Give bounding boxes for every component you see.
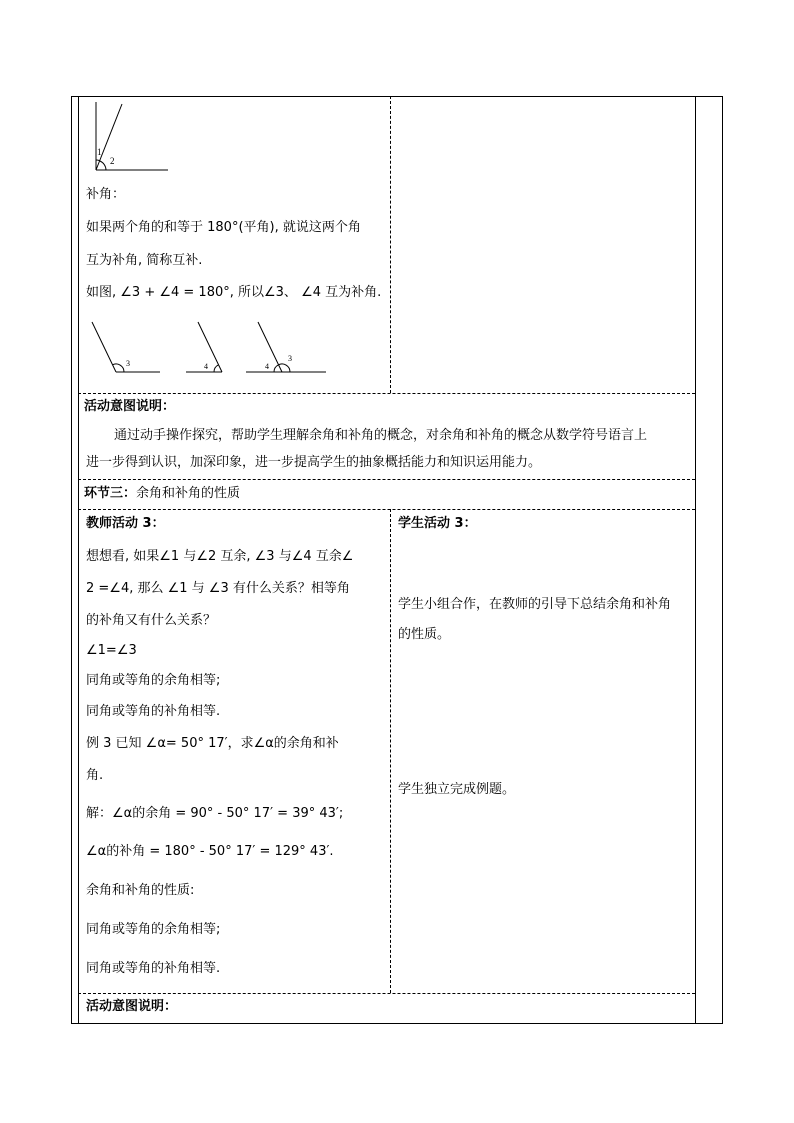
teacher-line-4: ∠1=∠3 [86,643,137,658]
intent-heading-1: 活动意图说明： [84,399,176,414]
column-divider-bottom [390,509,391,993]
row-divider-1 [78,393,695,394]
table-inner-right-border [695,96,696,1024]
teacher-line-3: 的补角又有什么关系？ [86,613,217,628]
combined-angle-3-label: 3 [288,354,292,363]
angle-1-label: 1 [97,147,102,157]
angle-4-label: 4 [204,362,208,371]
student-activity-heading: 学生活动 3： [398,516,477,531]
supplementary-angle-figure [86,318,332,378]
teacher-line-5: 同角或等角的余角相等; [86,673,221,688]
teacher-activity-heading: 教师活动 3： [86,516,165,531]
table-left-border [71,96,72,1024]
table-bottom-border [71,1023,723,1024]
row-divider-2 [78,479,695,480]
combined-angle-4-label: 4 [265,362,269,371]
table-right-border [722,96,723,1024]
definition-line-1: 如果两个角的和等于 180°(平角), 就说这两个角 [86,220,361,235]
angle-3-label: 3 [126,359,130,368]
angle-2-label: 2 [110,156,115,166]
teacher-line-1: 想想看, 如果∠1 与∠2 互余, ∠3 与∠4 互余∠ [86,549,354,564]
intent-line-1: 通过动手操作探究，帮助学生理解余角和补角的概念，对余角和补角的概念从数学符号语言上 [114,428,648,443]
definition-line-2: 互为补角, 简称互补. [86,253,203,268]
teacher-line-10: ∠α的补角 = 180° - 50° 17′ = 129° 43′. [86,844,334,859]
complementary-angle-figure [88,100,172,174]
teacher-line-8: 角. [86,768,104,783]
student-line-2: 的性质。 [398,627,451,642]
student-line-3: 学生独立完成例题。 [398,782,516,797]
teacher-line-11: 余角和补角的性质: [86,883,195,898]
teacher-line-2: 2 =∠4, 那么 ∠1 与 ∠3 有什么关系？相等角 [86,581,350,596]
supplementary-heading: 补角： [86,187,126,202]
teacher-line-12: 同角或等角的余角相等; [86,922,221,937]
column-divider-top [390,96,391,393]
stage-3-label: 环节三： [84,486,137,501]
example-line: 如图, ∠3 + ∠4 = 180°, 所以∠3、 ∠4 互为补角. [86,285,382,300]
row-divider-3 [78,509,695,510]
student-line-1: 学生小组合作，在教师的引导下总结余角和补角 [398,597,672,612]
teacher-line-13: 同角或等角的补角相等. [86,961,221,976]
intent-line-2: 进一步得到认识，加深印象，进一步提高学生的抽象概括能力和知识运用能力。 [86,455,542,470]
stage-3-title: 余角和补角的性质 [136,486,241,501]
teacher-line-6: 同角或等角的补角相等. [86,704,221,719]
table-inner-left-border [78,96,79,1024]
teacher-line-9: 解：∠α的余角 = 90° - 50° 17′ = 39° 43′; [86,806,344,821]
row-divider-4 [78,993,695,994]
intent-heading-2: 活动意图说明： [86,999,178,1014]
stage-3-heading [84,485,240,503]
teacher-line-7: 例 3 已知 ∠α= 50° 17′，求∠α的余角和补 [86,736,339,751]
table-top-border [71,96,723,97]
